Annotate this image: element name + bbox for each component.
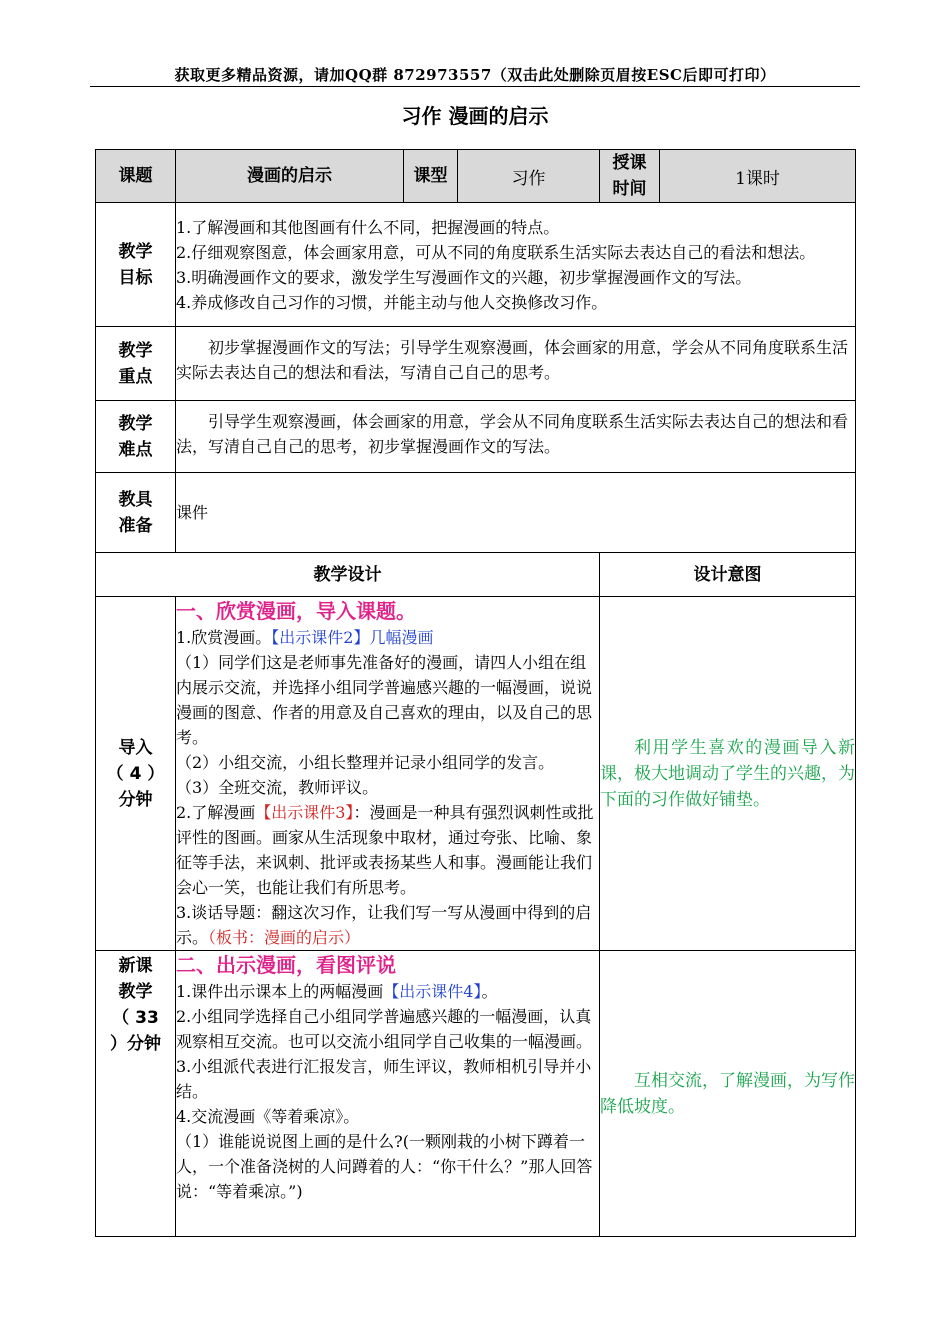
stage2-title: 二、出示漫画，看图评说 bbox=[176, 953, 396, 977]
difficulties-row bbox=[96, 401, 856, 473]
goal-item: 4.养成修改自己习作的习惯，并能主动与他人交换修改习作。 bbox=[176, 292, 608, 312]
design-header-right: 设计意图 bbox=[600, 553, 856, 597]
key-points-row bbox=[96, 327, 856, 401]
topic-label: 课题 bbox=[96, 150, 176, 203]
type-label: 课型 bbox=[404, 150, 458, 203]
courseware-link: 【出示课件2】几幅漫画 bbox=[271, 628, 434, 647]
goals-content bbox=[176, 203, 856, 327]
stage1-content: 一、欣赏漫画，导入课题。 1.欣赏漫画。【出示课件2】几幅漫画 （1）同学们这是老师事先准备好的漫画，请四人小组在组内展示交流，并选择小组同学普遍感兴趣的一幅漫画，说说漫画的图意、作者的用意及自己喜欢的理由，以及自己的思考。 （2）小组交流，小组长整理并记录小组同学的发言。 （3）全班交流，教师评议。 2.了解漫画【出示课件3】：漫画是一种具有强烈讽刺性或批评性的图画。画家从生活现象中取材，通过夸张、比喻、象征等手法，来讽刺、批评或表扬某些人和事。漫画能让我们会心一笑，也能让我们有所思考。 3.谈话导题：翻这次习作，让我们写一写从漫画中得到的启示。（板书：漫画的启示） bbox=[176, 597, 600, 951]
design-header-left: 教学设计 bbox=[96, 553, 600, 597]
courseware-link: 【出示课件3】 bbox=[255, 803, 354, 822]
difficulties-content: 引导学生观察漫画，体会画家的用意，学会从不同角度联系生活实际去表达自己的想法和看法，写清自己自己的思考，初步掌握漫画作文的写法。 bbox=[176, 401, 856, 473]
stage2-intent: 互相交流，了解漫画，为写作降低坡度。 bbox=[600, 951, 856, 1237]
goal-item: 3.明确漫画作文的要求，激发学生写漫画作文的兴趣，初步掌握漫画作文的写法。 bbox=[176, 267, 752, 287]
tools-content: 课件 bbox=[176, 473, 856, 553]
stage1-title: 一、欣赏漫画，导入课题。 bbox=[176, 599, 416, 623]
courseware-link: 【出示课件4】 bbox=[383, 982, 482, 1001]
stage1-row bbox=[96, 597, 856, 951]
stage2-row bbox=[96, 951, 856, 1237]
stage1-intent: 利用学生喜欢的漫画导入新课，极大地调动了学生的兴趣，为下面的习作做好铺垫。 bbox=[600, 597, 856, 951]
key-points-content: 初步掌握漫画作文的写法；引导学生观察漫画，体会画家的用意，学会从不同角度联系生活实际去表达自己的想法和看法，写清自己自己的思考。 bbox=[176, 327, 856, 401]
tools-row bbox=[96, 473, 856, 553]
topic-value: 漫画的启示 bbox=[176, 150, 404, 203]
lesson-plan-table bbox=[95, 149, 856, 1237]
time-label: 授课时间 bbox=[600, 150, 660, 203]
difficulties-label: 教学难点 bbox=[96, 401, 176, 473]
tools-label: 教具准备 bbox=[96, 473, 176, 553]
info-row bbox=[96, 150, 856, 203]
design-header-row bbox=[96, 553, 856, 597]
page-header: 获取更多精品资源，请加QQ群 872973557（双击此处删除页眉按ESC后即可打印） bbox=[174, 66, 776, 84]
board-note: （板书：漫画的启示） bbox=[208, 928, 361, 947]
header-divider bbox=[90, 86, 860, 87]
type-value: 习作 bbox=[458, 150, 600, 203]
page-title: 习作 漫画的启示 bbox=[401, 104, 549, 128]
goal-item: 1.了解漫画和其他图画有什么不同，把握漫画的特点。 bbox=[176, 217, 560, 237]
goals-row bbox=[96, 203, 856, 327]
key-points-label: 教学重点 bbox=[96, 327, 176, 401]
goal-item: 2.仔细观察图意，体会画家用意，可从不同的角度联系生活实际去表达自己的看法和想法。 bbox=[176, 242, 816, 262]
goals-label: 教学目标 bbox=[96, 203, 176, 327]
stage2-label: 新课 教学 （ 33 ）分钟 bbox=[96, 951, 176, 1237]
stage2-content: 二、出示漫画，看图评说 1.课件出示课本上的两幅漫画【出示课件4】。 2.小组同学选择自己小组同学普遍感兴趣的一幅漫画，认真观察相互交流。也可以交流小组同学自己收集的一幅漫画。 3.小组派代表进行汇报发言，师生评议，教师相机引导并小结。 4.交流漫画《等着乘凉》。 （1）谁能说说图上画的是什么?(一颗刚栽的小树下蹲着一人，一个准备浇树的人问蹲着的人：“你干什么？”那人回答说：“等着乘凉。”) bbox=[176, 951, 600, 1237]
time-value: 1课时 bbox=[660, 150, 856, 203]
stage1-label: 导入 （ 4 ） 分钟 bbox=[96, 597, 176, 951]
